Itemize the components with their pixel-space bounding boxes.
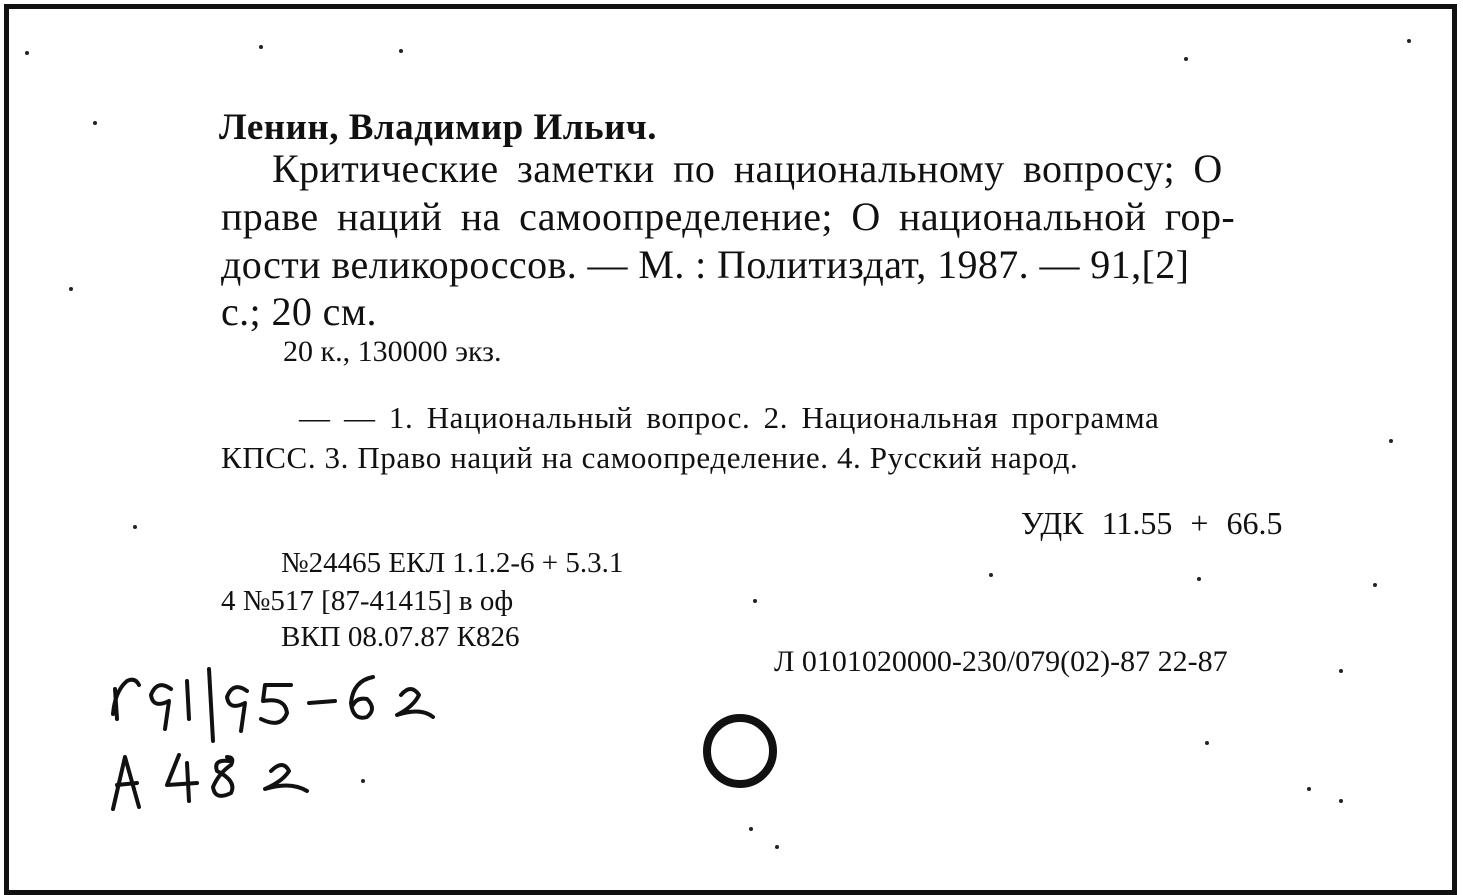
speck bbox=[1407, 39, 1411, 43]
speck bbox=[399, 49, 403, 53]
l-code: Л 0101020000-230/079(02)-87 22-87 bbox=[774, 645, 1228, 678]
registration-code-2: 4 №517 [87-41415] в оф bbox=[221, 585, 514, 617]
subject-headings-line-1: — — 1. Национальный вопрос. 2. Национальная программа bbox=[299, 400, 1160, 435]
speck bbox=[1307, 787, 1311, 791]
speck bbox=[775, 845, 779, 849]
speck bbox=[1184, 57, 1188, 61]
registration-code-3: ВКП 08.07.87 К826 bbox=[281, 621, 520, 653]
speck bbox=[1205, 741, 1209, 745]
title-line-1: Критические заметки по национальному вопросу; О bbox=[272, 146, 1223, 191]
speck bbox=[753, 599, 757, 603]
speck bbox=[259, 45, 263, 49]
author-name: Ленин, Владимир Ильич. bbox=[219, 107, 658, 148]
speck bbox=[989, 573, 993, 577]
speck bbox=[749, 827, 753, 831]
title-line-4: с.; 20 см. bbox=[221, 289, 377, 334]
title-line-2: праве наций на самоопределение; О национальной гор- bbox=[221, 194, 1236, 239]
speck bbox=[133, 525, 137, 529]
subject-headings-line-2: КПСС. 3. Право наций на самоопределение. 4. Русский народ. bbox=[221, 440, 1079, 475]
punch-hole bbox=[703, 714, 777, 788]
speck bbox=[1389, 439, 1393, 443]
speck bbox=[1339, 669, 1343, 673]
speck bbox=[361, 779, 365, 783]
speck bbox=[25, 51, 29, 55]
handwritten-shelfmark bbox=[101, 659, 521, 819]
speck bbox=[1373, 583, 1377, 587]
speck bbox=[93, 121, 97, 125]
price-and-print-run: 20 к., 130000 экз. bbox=[283, 335, 502, 368]
catalog-card bbox=[4, 4, 1457, 895]
speck bbox=[69, 287, 73, 291]
title-line-3: дости великороссов. — М. : Политиздат, 1987. — 91,[2] bbox=[221, 242, 1190, 287]
speck bbox=[1197, 577, 1201, 581]
registration-code-1: №24465 ЕКЛ 1.1.2-6 + 5.3.1 bbox=[281, 547, 624, 579]
udk-code: УДК 11.55 + 66.5 bbox=[1021, 505, 1283, 541]
speck bbox=[1339, 799, 1343, 803]
